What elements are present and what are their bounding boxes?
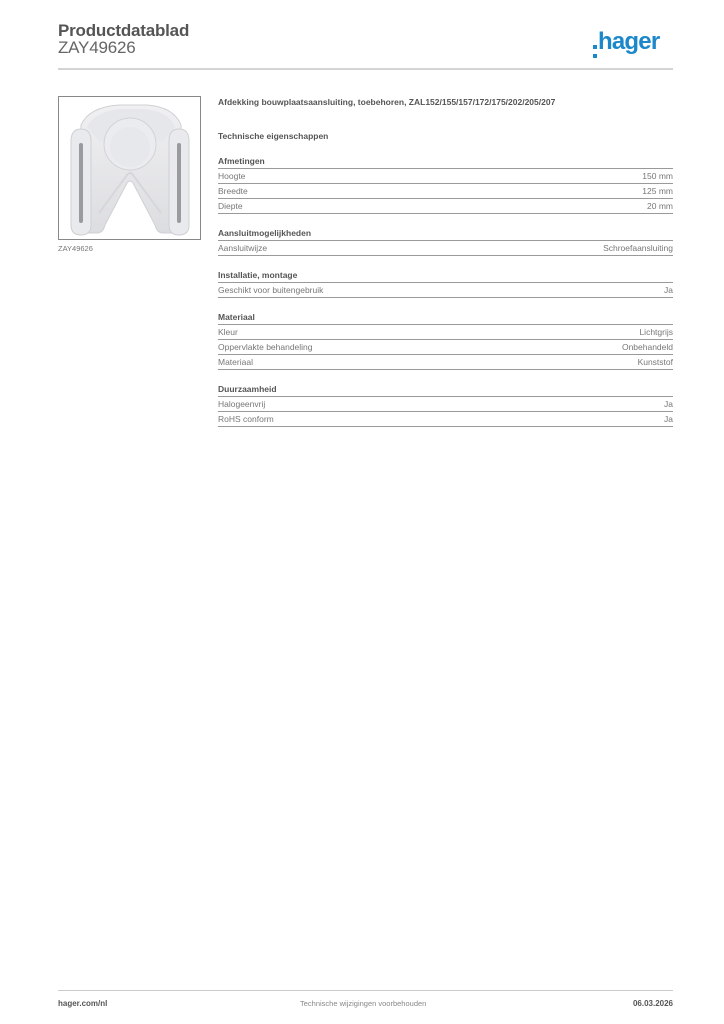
document-title: Productdatablad: [58, 21, 190, 40]
product-code: ZAY49626: [58, 38, 136, 57]
section-aansluitmogelijkheden: [218, 227, 673, 256]
product-details: [218, 96, 673, 427]
section-title: Afmetingen: [218, 155, 673, 169]
section-afmetingen: [218, 155, 673, 214]
section-title: Materiaal: [218, 311, 673, 325]
property-label: Halogeenvrij: [218, 399, 266, 409]
header-divider: [58, 68, 673, 70]
footer-divider: [58, 990, 673, 991]
property-row: [218, 340, 673, 355]
image-caption: ZAY49626: [58, 244, 93, 253]
footer-date: 06.03.2026: [632, 999, 673, 1008]
footer-disclaimer: Technische wijzigingen voorbehouden: [300, 999, 427, 1008]
property-row: [218, 325, 673, 340]
product-cover-icon: [59, 97, 201, 240]
section-title: Duurzaamheid: [218, 383, 673, 397]
property-row: [218, 199, 673, 214]
property-row: [218, 184, 673, 199]
property-value: 150 mm: [642, 171, 673, 181]
property-label: Kleur: [218, 327, 238, 337]
property-value: Kunststof: [637, 357, 673, 367]
product-image: [58, 96, 201, 240]
property-label: Breedte: [218, 186, 248, 196]
property-row: [218, 241, 673, 256]
technical-properties-title: Technische eigenschappen: [218, 131, 329, 141]
property-row: [218, 355, 673, 370]
property-value: Ja: [664, 285, 673, 295]
product-description: Afdekking bouwplaatsaansluiting, toebehoren, ZAL152/155/157/172/175/202/205/207: [218, 97, 556, 107]
section-duurzaamheid: [218, 383, 673, 427]
property-row: [218, 412, 673, 427]
property-label: Hoogte: [218, 171, 246, 181]
footer-website-link[interactable]: hager.com/nl: [58, 999, 108, 1008]
property-value: 20 mm: [647, 201, 673, 211]
logo-colon-icon: [593, 45, 597, 58]
property-label: Materiaal: [218, 357, 253, 367]
property-label: RoHS conform: [218, 414, 274, 424]
property-label: Aansluitwijze: [218, 243, 268, 253]
property-label: Oppervlakte behandeling: [218, 342, 313, 352]
section-installatie-montage: [218, 269, 673, 298]
property-value: Lichtgrijs: [639, 327, 673, 337]
hager-logo: [593, 28, 659, 58]
property-label: Geschikt voor buitengebruik: [218, 285, 324, 295]
property-value: 125 mm: [642, 186, 673, 196]
property-value: Ja: [664, 399, 673, 409]
property-value: Schroefaansluiting: [603, 243, 673, 253]
section-materiaal: [218, 311, 673, 370]
property-row: [218, 283, 673, 298]
property-value: Onbehandeld: [621, 342, 673, 352]
section-title: Installatie, montage: [218, 269, 673, 283]
property-row: [218, 169, 673, 184]
property-value: Ja: [664, 414, 673, 424]
section-title: Aansluitmogelijkheden: [218, 227, 673, 241]
logo-text: hager: [598, 28, 660, 55]
property-row: [218, 397, 673, 412]
property-label: Diepte: [218, 201, 243, 211]
